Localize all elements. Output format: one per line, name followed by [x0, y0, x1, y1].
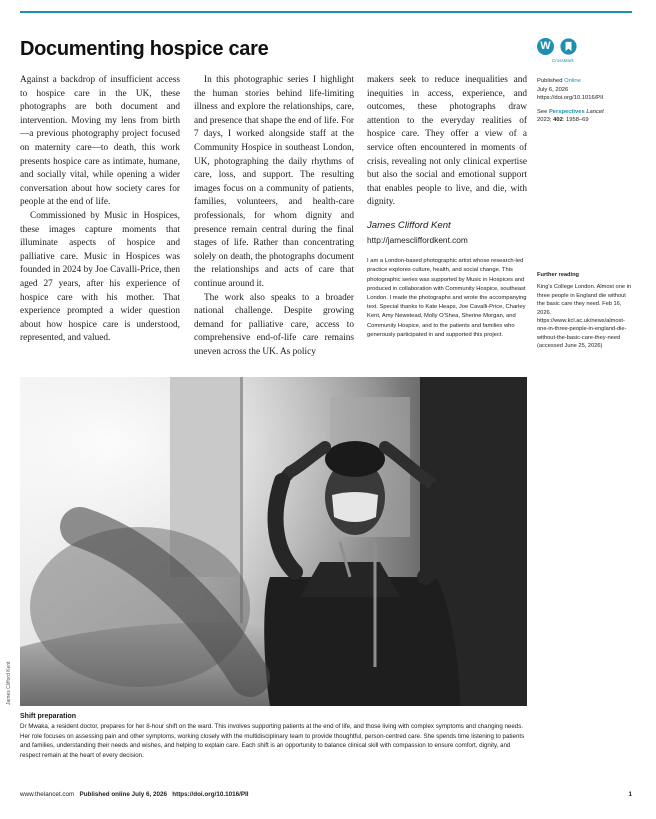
photograph [20, 377, 527, 706]
further-reading-heading: Further reading [537, 272, 580, 278]
doi-link[interactable]: https://doi.org/10.1016/PII [537, 95, 604, 102]
body-paragraph: makers seek to reduce inequalities and inequities in access, experience, and outcomes, these photographs draw attention to the everyday realities of hospice care. They offer a view of a service often encountered in moments of crisis, revealing not only clinical expertise but also the social and emotional support that enables people to live, and die, with dignity. [367, 75, 527, 208]
see-also: See Perspectives Lancet [537, 108, 604, 115]
see-also-reference: 2023; 402: 1958–69 [537, 117, 589, 124]
footer-doi-link[interactable]: https://doi.org/10.1016/PII [172, 791, 249, 798]
page-number: 1 [628, 791, 632, 798]
column-2 [194, 74, 354, 359]
publication-info [537, 77, 633, 125]
published-date: July 6, 2026 [537, 86, 569, 93]
footer-published: Published online July 6, 2026 [79, 791, 167, 798]
further-reading-text[interactable]: King's College London. Almost one in three people in England die without the basic care they need. Feb 16, 2026. https://www.kcl.ac.uk/news/almost-one-in-three-people-in-england-die-without-the-basic-care-they-need (accessed June 25, 2026) [537, 284, 632, 350]
top-rule [20, 11, 632, 13]
photo-credit: James Clifford Kent [6, 661, 12, 705]
doctor-mirror-photo-icon [20, 377, 527, 706]
crossmark-icon[interactable] [560, 38, 577, 55]
caption-text: Dr Mwaka, a resident doctor, prepares for her 8-hour shift on the ward. This involves supporting patients at the end of life, and those living with complex symptoms and changing needs. Her role focuses on assessing pain and other symptoms, working closely with the multidisciplinary team to provide thoughtful, person-centred care. She spends time listening to patients and families, understanding their needs and wishes, and helping to explain care. Each shift is an opportunity to balance clinical skill with compassion to ensure comfort, dignity, and respect remain at the heart of every decision. [20, 723, 525, 759]
author-website-link[interactable]: http://jamescliffordkent.com [367, 234, 468, 245]
logos [537, 38, 585, 70]
body-paragraph: Against a backdrop of insufficient access to hospice care in the UK, these photographs are both document and intervention. Moving my lens from birth—a previous photography project focused on maternity care—to death, this work presents hospice care as intimate, humane, and socially vital, while opening a wider conversation about how society cares for people at the end of life. [20, 75, 180, 208]
body-paragraph: Commissioned by Music in Hospices, these images capture moments that illuminate aspects of hospice and palliative care. Music in Hospices was founded in 2024 by Joe Cavalli-Price, then aged 27 years, after his experience of hospice care with his mother. That experience prompted a wider question about how hospice care is understood, represented, and valued. [20, 210, 180, 344]
online-link[interactable]: Online [564, 78, 581, 84]
body-paragraph: The work also speaks to a broader national challenge. Despite growing demand for palliative care, access to comprehensive end-of-life care remains uneven across the UK. As policy [194, 292, 354, 357]
body-paragraph: In this photographic series I highlight the human stories behind life-limiting illness and explore the relationships, care, and presence that shape the end of life. For 7 days, I worked alongside staff at the Community Hospice in southeast London, UK, photographing the daily rhythms of care, loss, and support. The resulting images focus on a community of patients, families, volunteers, and health-care professionals, for whom dignity and presence remain central during the final stages of life. Rather than concentrating solely on death, the photographs document the relationships and acts of care that continue around it. [194, 75, 354, 289]
column-1 [20, 74, 180, 346]
author-name: James Clifford Kent [367, 219, 451, 231]
caption-title: Shift preparation [20, 713, 77, 720]
w-logo-icon[interactable]: W [537, 38, 554, 55]
footer [20, 791, 249, 798]
article-title: Documenting hospice care [20, 38, 269, 60]
column-3 [367, 74, 527, 340]
further-reading [537, 271, 633, 351]
crossmark-label: CrossMark [552, 58, 574, 63]
perspectives-link[interactable]: Perspectives [548, 108, 585, 115]
author-bio: I am a London-based photographic artist whose research-led practice explores culture, health, and social change. This photographic series was supported by Music in Hospices and produced in collaboration with Community Hospice, southeast London. I made the photographs and wrote the accompanying text. Special thanks to Kate Heaps, Joe Cavalli-Price, Charley Kent, Amy Newstead, Molly O'Shea, Sherine Morgan, and Community Hospice, and to the patients and families who generously participated in and supported this project. [367, 258, 527, 338]
footer-site-link[interactable]: www.thelancet.com [20, 791, 75, 798]
published-line: Published Online [537, 78, 581, 84]
